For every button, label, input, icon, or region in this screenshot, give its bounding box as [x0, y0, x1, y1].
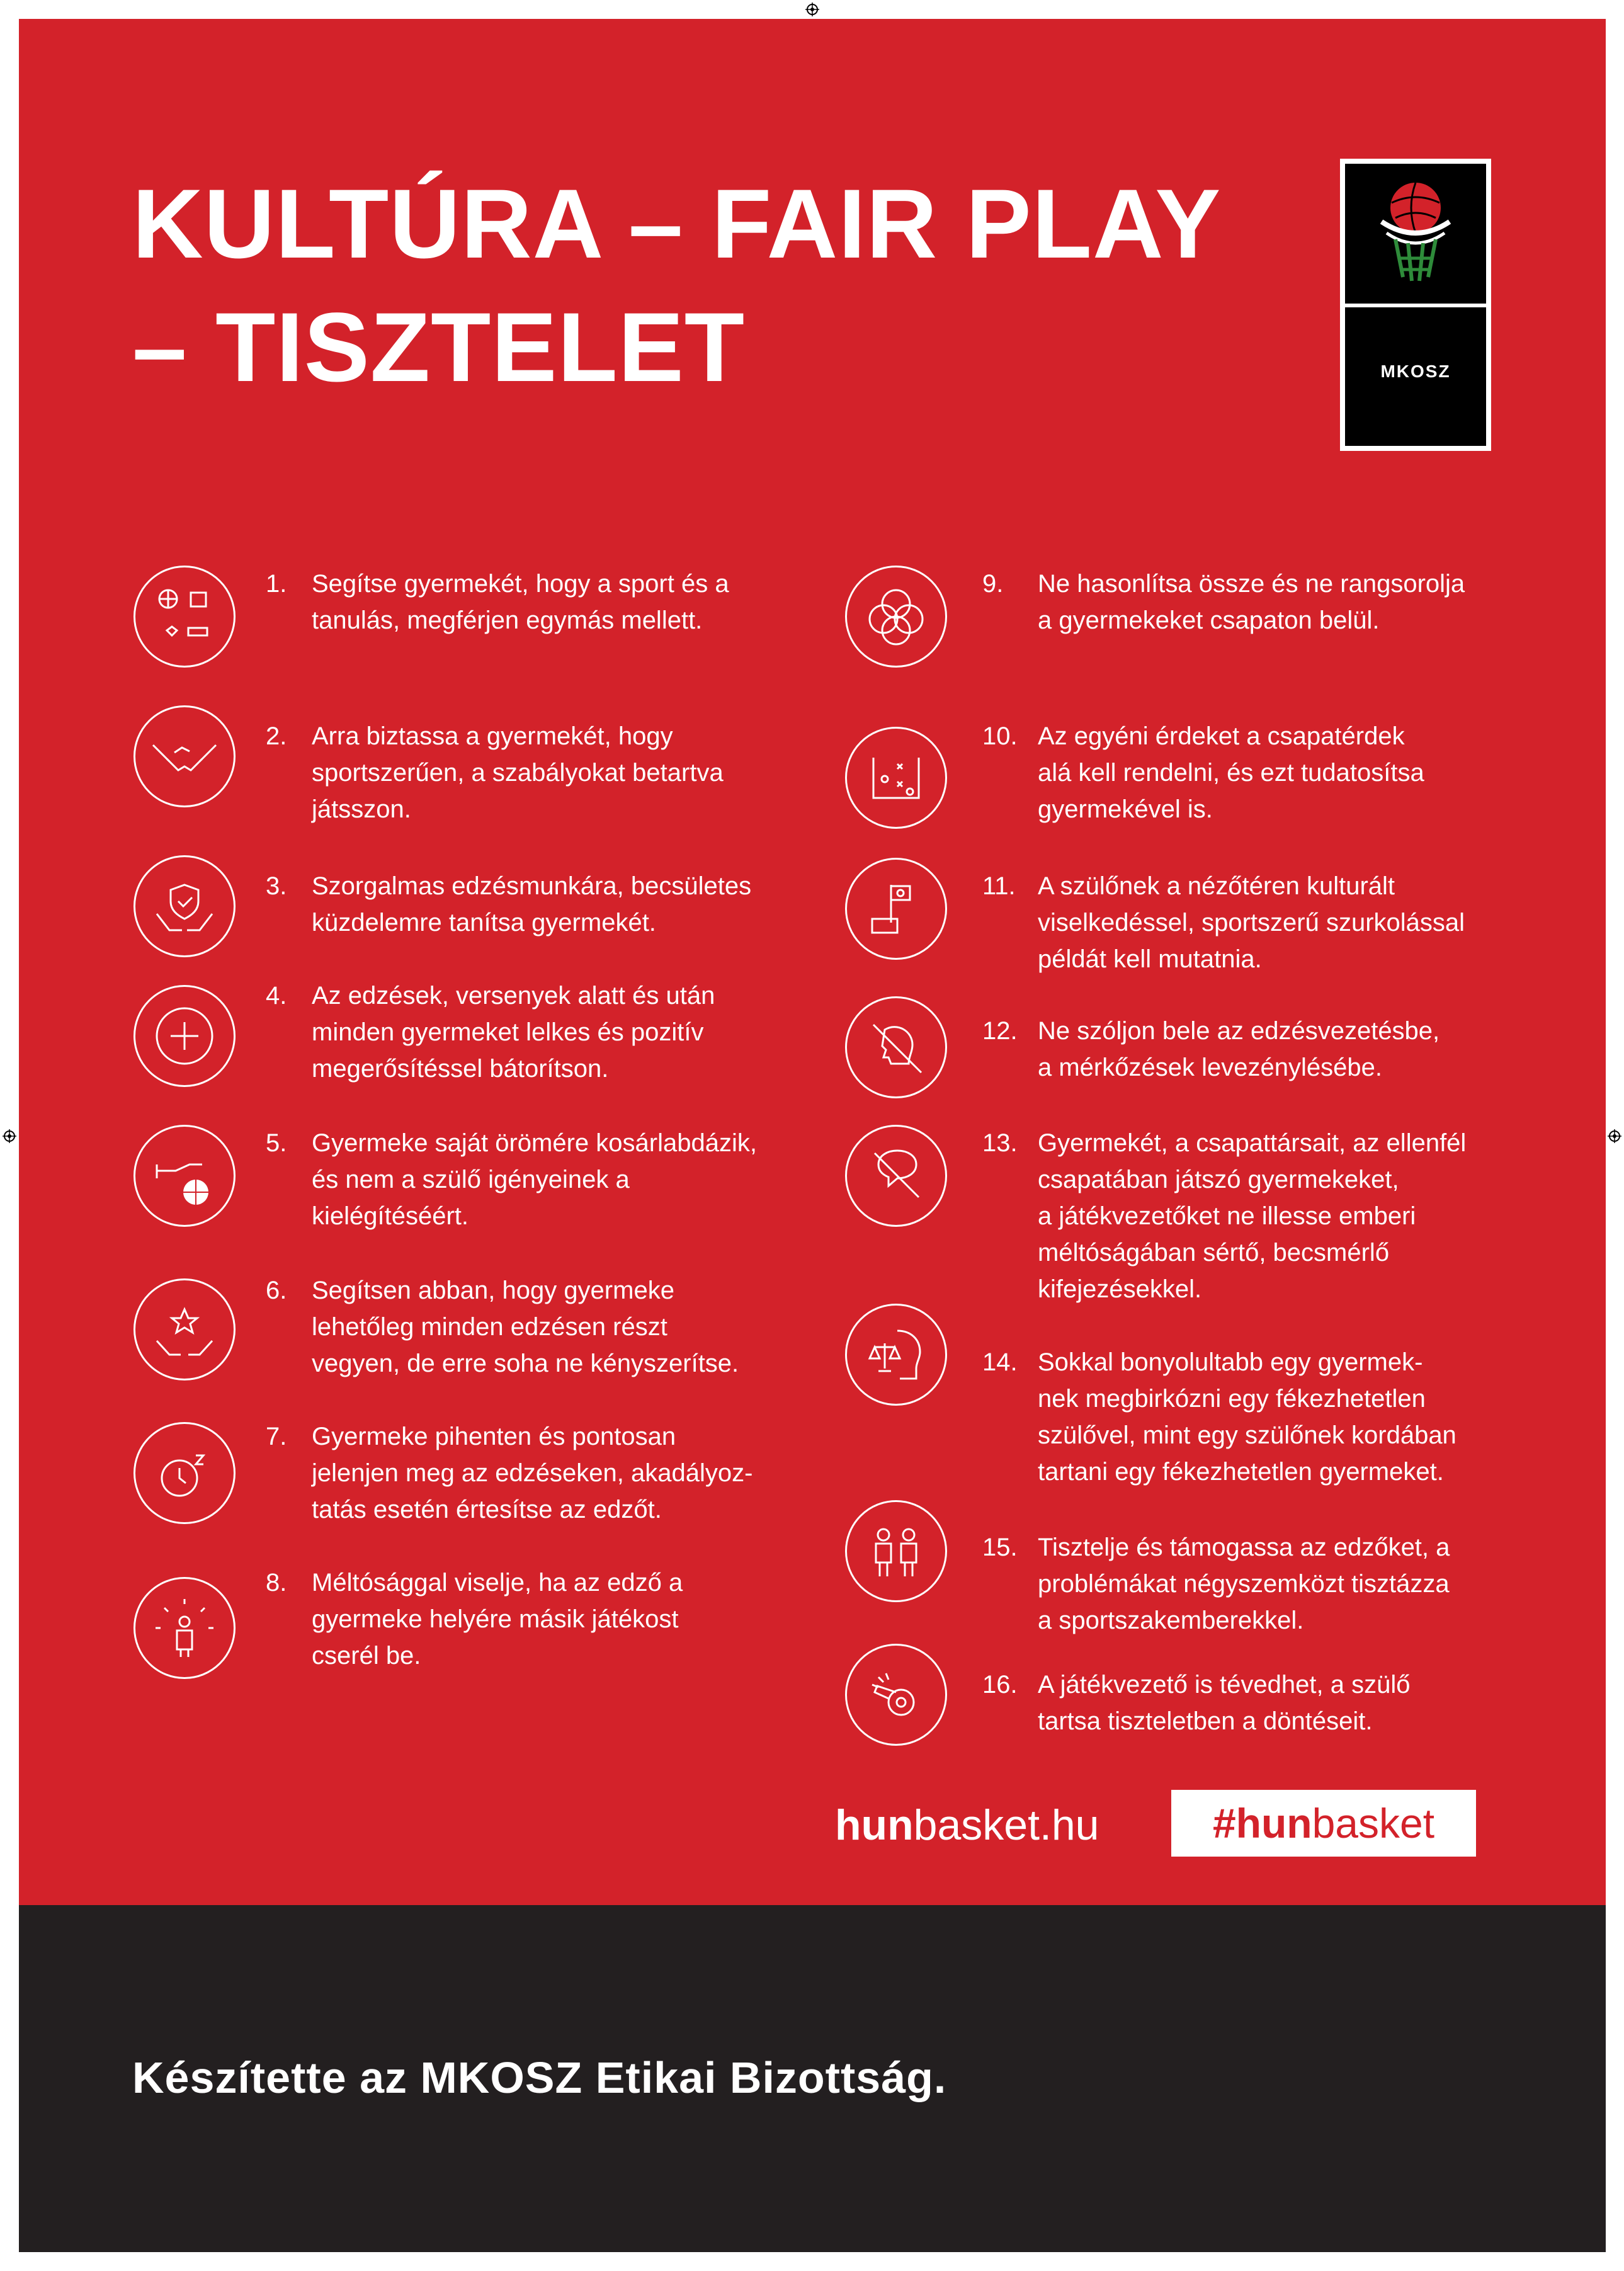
- item-text: Az egyéni érdeket a csapatérdek alá kell rendelni, és ezt tudatosítsa gyermekével is.: [1038, 722, 1424, 823]
- list-item-14: [845, 1304, 1538, 1486]
- item-text: Szorgalmas edzésmunkára, becsületes küzdelemre tanítsa gyermekét.: [312, 872, 752, 936]
- item-number: 15.: [982, 1534, 1018, 1561]
- item-text: Arra biztassa a gyermekét, hogy sportszerűen, a szabályokat betartva játsszon.: [312, 722, 724, 823]
- item-number: 12.: [982, 1017, 1018, 1045]
- website-rest: basket.hu: [913, 1801, 1099, 1849]
- logo-text: MKOSZ: [1380, 361, 1451, 381]
- list-item-8: [133, 1564, 795, 1678]
- list-item-13: [845, 1125, 1538, 1314]
- item-number: 4.: [266, 982, 287, 1010]
- item-text: Tisztelje és támogassa az edzőket, a problémákat négyszemközt tisztázza a sportszakemberekkel.: [1038, 1534, 1450, 1634]
- item-text: Az edzések, versenyek alatt és után minden gyermeket lelkes és pozitív megerősítéssel bátorítson.: [312, 982, 715, 1083]
- basketball-emblem-icon: [1345, 164, 1486, 304]
- item-text: Segítse gyermekét, hogy a sport és a tanulás, megférjen egymás mellett.: [312, 570, 729, 634]
- list-item-9: [845, 566, 1538, 673]
- list-item-10: [845, 699, 1538, 825]
- list-item-16: [845, 1644, 1538, 1757]
- registration-mark-left: [3, 1129, 16, 1143]
- mkosz-logo: [1340, 159, 1491, 451]
- item-number: 6.: [266, 1277, 287, 1304]
- logo-emblem: [1345, 164, 1486, 304]
- item-number: 13.: [982, 1129, 1018, 1157]
- poster: [19, 19, 1606, 2252]
- list-item-7: [133, 1418, 795, 1532]
- list-item-4: [133, 977, 795, 1091]
- item-text: Ne szóljon bele az edzésvezetésbe, a mérkőzések levezénylésébe.: [1038, 1017, 1440, 1081]
- list-item-15: [845, 1500, 1538, 1634]
- head-scales-icon: [845, 1304, 947, 1406]
- list-item-6: [133, 1272, 795, 1386]
- item-number: 3.: [266, 872, 287, 900]
- item-text: Gyermeke saját örömére kosárlabdázik, és nem a szülő igényeinek a kielégítéséért.: [312, 1129, 757, 1230]
- title-line-1: KULTÚRA – FAIR PLAY: [132, 169, 1222, 279]
- item-text: A szülőnek a nézőtéren kulturált viselkedéssel, sportszerű szurkolással példát kell mutatnia.: [1038, 872, 1465, 973]
- item-text: Sokkal bonyolultabb egy gyermek- nek megbirkózni egy fékezhetetlen szülővel, mint egy szülőnek kordában tartani egy fékezhetetlen gyermeket.: [1038, 1348, 1456, 1486]
- hashtag-bold: #hun: [1212, 1800, 1312, 1847]
- website-bold: hun: [835, 1801, 914, 1849]
- registration-mark-right: [1608, 1129, 1621, 1143]
- item-number: 8.: [266, 1569, 287, 1597]
- list-item-12: [845, 996, 1538, 1110]
- item-text: Méltósággal viselje, ha az edző a gyermeke helyére másik játékost cserél be.: [312, 1569, 683, 1670]
- school-sport-icon: [133, 566, 236, 668]
- item-text: Gyermeke pihenten és pontosan jelenjen meg az edzéseken, akadályoz- tatás esetén értesítse az edzőt.: [312, 1423, 753, 1523]
- hand-flag-icon: [845, 858, 947, 960]
- logo-text-panel: [1345, 307, 1486, 446]
- item-text: Ne hasonlítsa össze és ne rangsorolja a gyermekeket csapaton belül.: [1038, 570, 1465, 634]
- page-title: [132, 162, 1266, 409]
- item-number: 5.: [266, 1129, 287, 1157]
- list-item-11: [845, 855, 1538, 975]
- item-number: 7.: [266, 1423, 287, 1450]
- hashtag-rest: basket: [1312, 1800, 1435, 1847]
- title-line-2: – TISZTELET: [132, 293, 746, 402]
- red-panel: [19, 19, 1606, 1905]
- item-text: A játékvezető is tévedhet, a szülő tartsa tiszteletben a döntéseit.: [1038, 1671, 1411, 1735]
- hands-star-icon: [133, 1278, 236, 1380]
- no-chat-icon: [845, 1125, 947, 1227]
- person-spotlight-icon: [133, 1577, 236, 1679]
- item-number: 10.: [982, 722, 1018, 750]
- plus-icon: [133, 985, 236, 1087]
- whistle-icon: [845, 1644, 947, 1746]
- two-people-icon: [845, 1500, 947, 1602]
- hand-basketball-icon: [133, 1125, 236, 1227]
- tactics-board-icon: [845, 727, 947, 829]
- hashtag-badge: [1171, 1790, 1476, 1857]
- item-number: 9.: [982, 570, 1004, 598]
- item-number: 16.: [982, 1671, 1018, 1699]
- footer-text: Készítette az MKOSZ Etikai Bizottság.: [132, 2053, 947, 2102]
- list-item-2: [133, 699, 795, 825]
- clock-sleep-icon: [133, 1422, 236, 1524]
- item-text: Gyermekét, a csapattársait, az ellenfél csapatában játszó gyermekeket, a játékvezetőket ne illesse emberi méltóságában sértő, becsmérlő kifejezésekkel.: [1038, 1129, 1467, 1303]
- registration-mark-top: [805, 3, 819, 16]
- list-item-1: [133, 566, 795, 673]
- list-item-5: [133, 1125, 795, 1238]
- item-text: Segítsen abban, hogy gyermeke lehetőleg minden edzésen részt vegyen, de erre soha ne kényszerítse.: [312, 1277, 739, 1377]
- item-number: 11.: [982, 872, 1016, 900]
- no-talking-icon: [845, 996, 947, 1098]
- website-link[interactable]: [835, 1800, 1099, 1850]
- item-number: 1.: [266, 570, 287, 598]
- handshake-icon: [133, 705, 236, 807]
- item-number: 14.: [982, 1348, 1018, 1376]
- item-number: 2.: [266, 722, 287, 750]
- hands-shield-icon: [133, 855, 236, 957]
- list-item-3: [133, 855, 795, 962]
- team-circles-icon: [845, 566, 947, 668]
